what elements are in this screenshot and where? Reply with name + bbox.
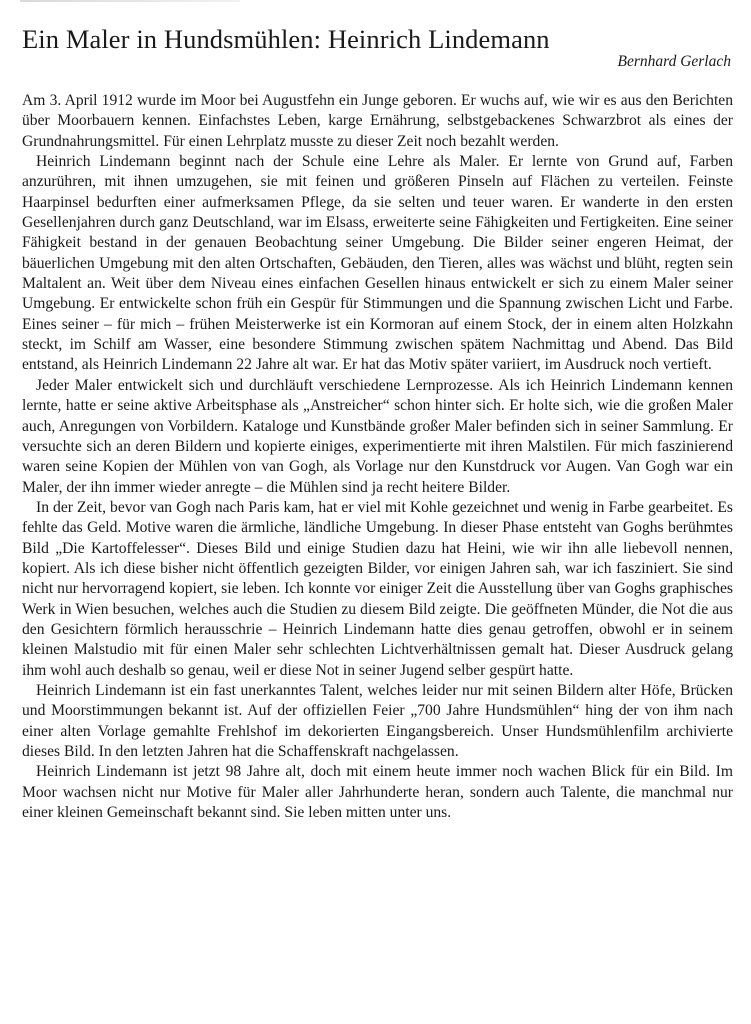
article-author: Bernhard Gerlach xyxy=(617,53,731,70)
paragraph: In der Zeit, bevor van Gogh nach Paris kam, hat er viel mit Kohle gezeichnet und wenig in Farbe gearbeitet. Es fehlte das Geld. Motive waren die ärmliche, ländliche Umgebung. In dieser Phase entsteht van Goghs berühmtes Bild „Die Kartoffelesser“. Dieses Bild und einige Studien dazu hat Heini, wie wir ihn alle liebevoll nennen, kopiert. Als ich diese bisher nicht öffentlich gezeigten Bilder, vor einigen Jahren sah, war ich fasziniert. Sie sind nicht nur hervorragend kopiert, sie leben. Ich konnte vor einiger Zeit die Ausstellung über van Goghs graphisches Werk in Wien besuchen, welches auch die Studien zu diesem Bild zeigte. Die geöffneten Münder, die Not die aus den Gesichtern förmlich herausschrie – Heinrich Lindemann hatte dies genau getroffen, obwohl er in seinem kleinen Malstudio mit für einen Maler sehr schlechten Lichtverhältnissen gemalt hat. Dieser Ausdruck gelang ihm wohl auch deshalb so genau, weil er diese Not in seiner Jugend selber gespürt hatte. xyxy=(22,498,733,679)
paragraph: Heinrich Lindemann ist jetzt 98 Jahre alt, doch mit einem heute immer noch wachen Blick für ein Bild. Im Moor wachsen nicht nur Motive für Maler aller Jahrhunderte heran, sondern auch Talente, die manchmal nur einer kleinen Gemeinschaft bekannt sind. Sie leben mitten unter uns. xyxy=(22,763,733,822)
article-title: Ein Maler in Hundsmühlen: Heinrich Lindemann xyxy=(22,24,550,54)
paragraph: Am 3. April 1912 wurde im Moor bei Augustfehn ein Junge geboren. Er wuchs auf, wie wir es aus den Berichten über Moorbauern kennen. Einfachstes Leben, karge Ernährung, selbstgebackenes Schwarzbrot als eines der Grundnahrungsmittel. Für einen Lehrplatz musste zu dieser Zeit noch bezahlt werden. xyxy=(22,92,733,150)
paragraph: Heinrich Lindemann beginnt nach der Schule eine Lehre als Maler. Er lernte von Grund auf, Farben anzurühren, mit ihnen umzugehen, sie mit feinen und größeren Pinseln auf Flächen zu verteilen. Feinste Haarpinsel bedurften einer aufmerksamen Pflege, da sie selten und teuer waren. Er wanderte in den ersten Gesellenjahren durch ganz Deutschland, war im Elsass, erweiterte seine Fähigkeiten und Fertigkeiten. Eine seiner Fähigkeit bestand in der genauen Beobachtung seiner Umgebung. Die Bilder seiner engeren Heimat, der bäuerlichen Umgebung mit den alten Ortschaften, Gebäuden, den Tieren, alles was wächst und blüht, regten sein Maltalent an. Weit über dem Niveau eines einfachen Gesellen hinaus entwickelt er sich zu einem Maler seiner Umgebung. Er entwickelte schon früh ein Gespür für Stimmungen und die Spannung zwischen Licht und Farbe. Eines seiner – für mich – frühen Meisterwerke ist ein Kormoran auf einem Stock, der in einem alten Holzkahn steckt, im Schilf am Wasser, eine besondere Stimmung zwischen spätem Nachmittag und Abend. Das Bild entstand, als Heinrich Lindemann 22 Jahre alt war. Er hat das Motiv später variiert, im Ausdruck noch vertieft. xyxy=(22,153,733,374)
article-body xyxy=(22,91,733,823)
scan-edge-artifact xyxy=(20,0,240,2)
paragraph: Jeder Maler entwickelt sich und durchläuft verschiedene Lernprozesse. Als ich Heinrich Lindemann kennen lernte, hatte er seine aktive Arbeitsphase als „Anstreicher“ schon hinter sich. Er holte sich, wie die großen Maler auch, Anregungen von Vorbildern. Kataloge und Kunstbände großer Maler befinden sich in seiner Sammlung. Er versuchte sich an deren Bildern und kopierte einiges, experimentierte mit ihren Malstilen. Für mich faszinierend waren seine Kopien der Mühlen von van Gogh, als Vorlage nur den Kunstdruck vor Augen. Van Gogh war ein Maler, der ihn immer wieder anregte – die Mühlen sind ja recht heitere Bilder. xyxy=(22,376,733,496)
paragraph: Heinrich Lindemann ist ein fast unerkanntes Talent, welches leider nur mit seinen Bildern alter Höfe, Brücken und Moorstimmungen bekannt ist. Auf der offiziellen Feier „700 Jahre Hundsmühlen“ hing der von ihm nach einer alten Vorlage gemahlte Frehlshof im dekorierten Eingangsbereich. Unser Hundsmühlenfilm archivierte dieses Bild. In den letzten Jahren hat die Schaffenskraft nachgelassen. xyxy=(22,681,733,760)
